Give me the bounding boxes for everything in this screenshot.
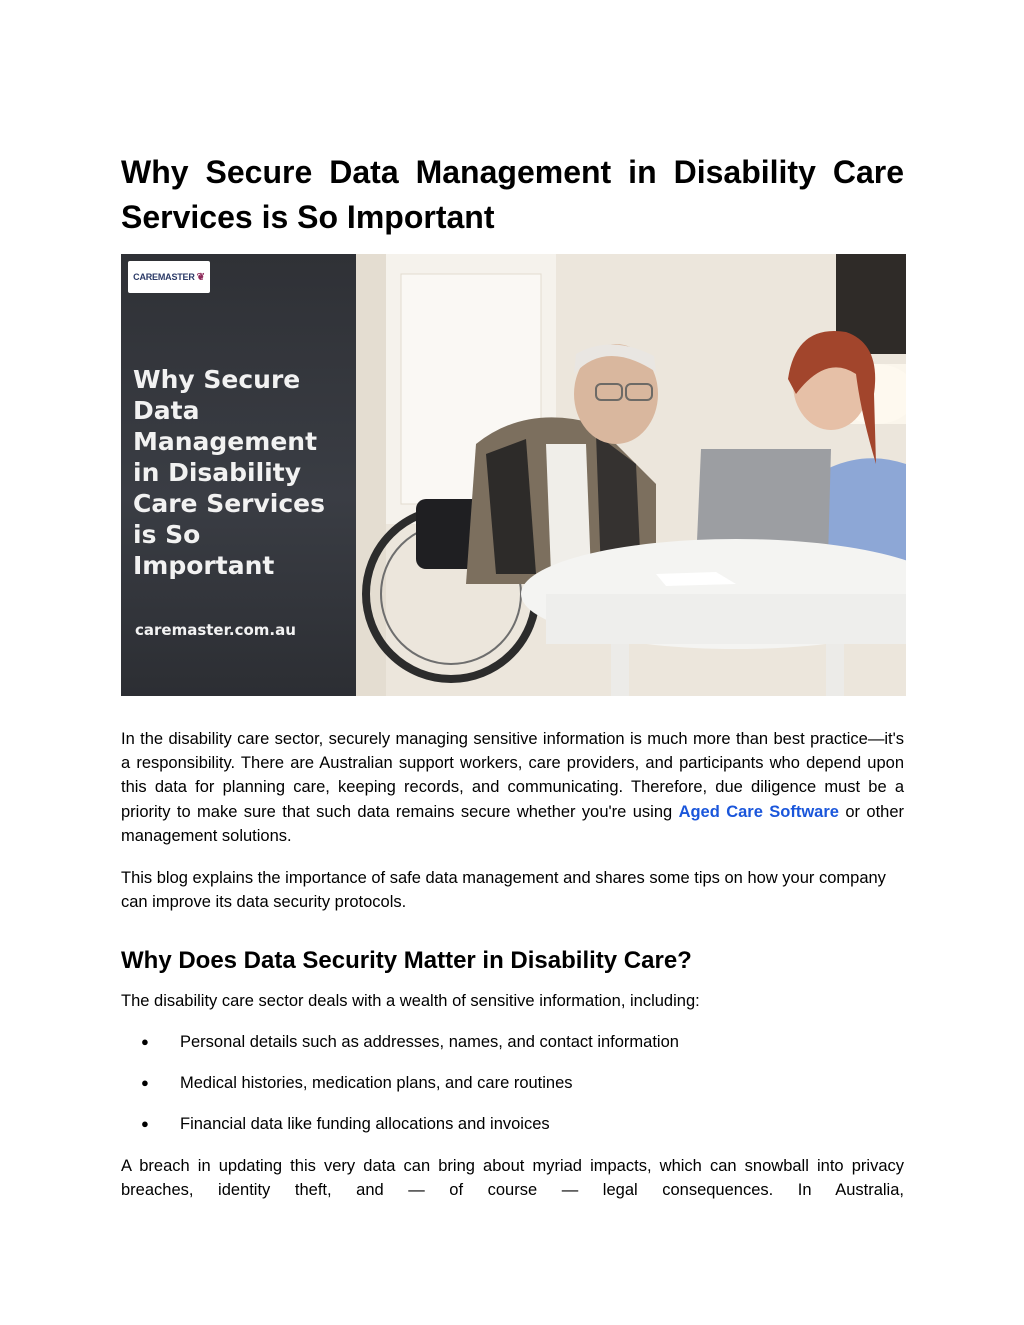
list-item-text: Medical histories, medication plans, and care routines (180, 1074, 573, 1092)
list-item (121, 1071, 904, 1112)
hero-heading: Why Secure Data Management in Disability Care Services is So Important (133, 365, 326, 580)
logo-text: CAREMASTER (133, 272, 195, 282)
bullet-icon: ● (141, 1075, 149, 1090)
bullet-icon: ● (141, 1116, 149, 1131)
list-item (121, 1112, 904, 1153)
bullet-icon: ● (141, 1034, 149, 1049)
section-heading: Why Does Data Security Matter in Disability Care? (121, 947, 692, 974)
aged-care-software-link[interactable]: Aged Care Software (678, 802, 839, 821)
intro-text-after-link: or other management solutions. (121, 802, 904, 845)
logo-mark-icon: ❦ (196, 271, 205, 283)
list-item (121, 1030, 904, 1071)
hero-domain: caremaster.com.au (135, 621, 296, 639)
intro-text-before-link: In the disability care sector, securely managing sensitive information is much more than best practice—it's a responsibility. There are Australian support workers, care providers, and participants who depend upon this data for planning care, keeping records, and communicating. Therefore, due diligence must be a priority to make sure that such data remains secure whether you're using (121, 730, 904, 821)
section-intro: The disability care sector deals with a wealth of sensitive information, including: (121, 992, 700, 1010)
hero-image (121, 254, 906, 696)
caremaster-logo (128, 261, 210, 293)
photo-elderly-man-wheelchair-laptop (356, 254, 906, 696)
hero-text-panel (121, 254, 356, 696)
list-item-text: Personal details such as addresses, names, and contact information (180, 1033, 679, 1051)
blog-summary-paragraph: This blog explains the importance of safe data management and shares some tips on how your company can improve its data security protocols. (121, 869, 886, 912)
intro-paragraph (121, 727, 904, 848)
list-item-text: Financial data like funding allocations and invoices (180, 1115, 550, 1133)
photo-illustration (356, 254, 906, 696)
breach-paragraph: A breach in updating this very data can bring about myriad impacts, which can snowball into privacy breaches, identity theft, and — of course — legal consequences. In Australia, (121, 1157, 904, 1200)
sensitive-info-list (121, 1030, 904, 1153)
document-title: Why Secure Data Management in Disability Care Services is So Important (121, 154, 904, 235)
